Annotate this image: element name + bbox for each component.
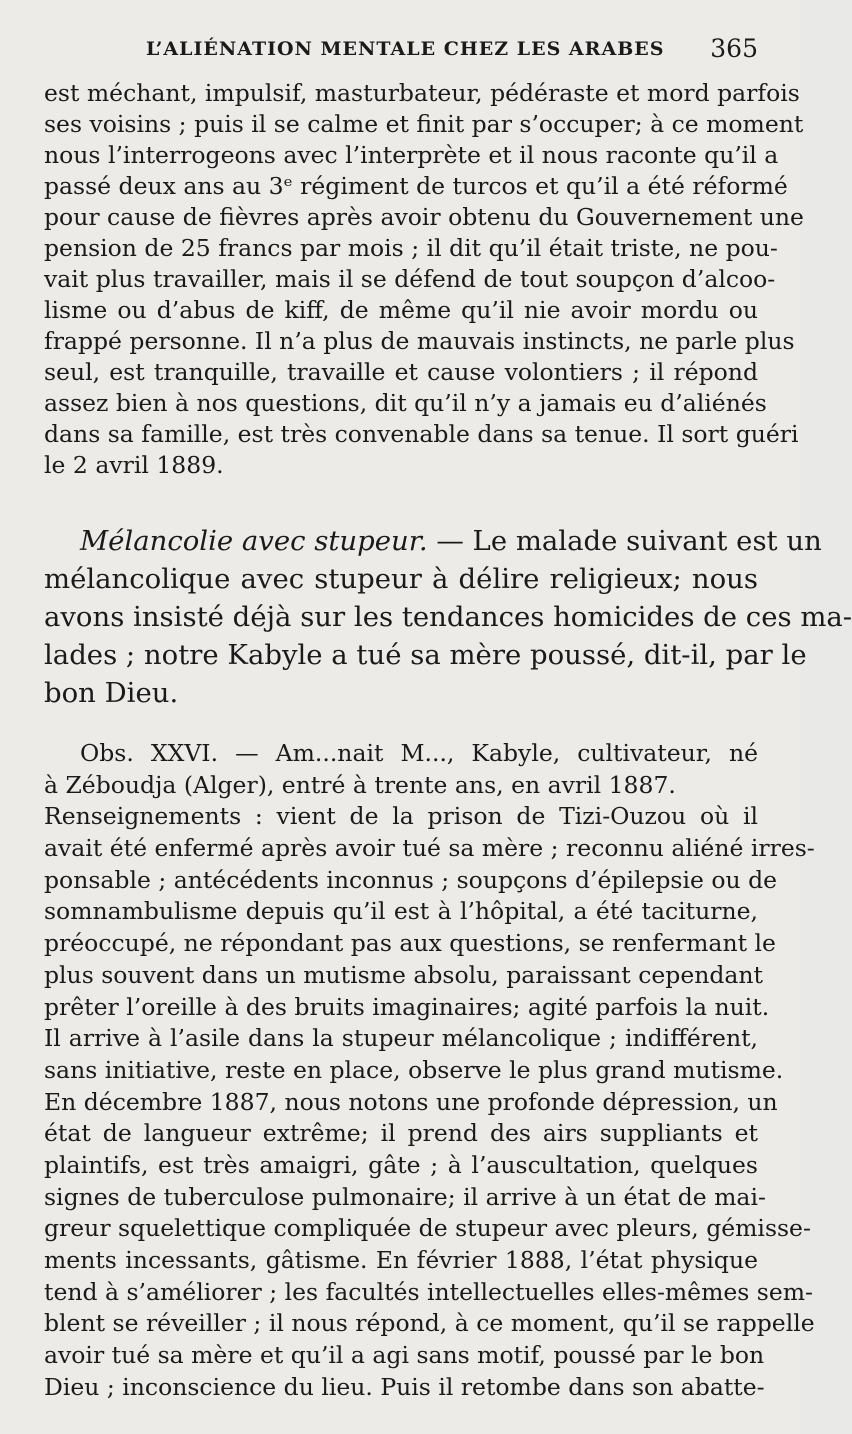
text-line: plaintifs, est très amaigri, gâte ; à l’auscultation, quelques — [44, 1150, 758, 1179]
text-line: à Zéboudja (Alger), entré à trente ans, en avril 1887. — [44, 770, 676, 799]
text-line: pension de 25 francs par mois ; il dit qu’il était triste, ne pou- — [44, 234, 778, 262]
text-line: dans sa famille, est très convenable dans sa tenue. Il sort guéri — [44, 420, 799, 448]
text-line: blent se réveiller ; il nous répond, à ce moment, qu’il se rappelle — [44, 1309, 815, 1338]
text-line: Renseignements : vient de la prison de Tizi-Ouzou où il — [44, 802, 758, 831]
text-line: ments incessants, gâtisme. En février 1888, l’état physique — [44, 1246, 758, 1274]
running-head — [146, 36, 758, 72]
text-line: Dieu ; inconscience du lieu. Puis il retombe dans son abatte- — [44, 1372, 765, 1401]
text-line: préoccupé, ne répondant pas aux questions, se renfermant le — [44, 929, 776, 958]
text-line: frappé personne. Il n’a plus de mauvais instincts, ne parle plus — [44, 327, 795, 355]
text-line: prêter l’oreille à des bruits imaginaires; agité parfois la nuit. — [44, 992, 770, 1021]
observation-title-line: Obs. XXVI. — Am...nait M..., Kabyle, cultivateur, né — [80, 739, 758, 767]
text-line: le 2 avril 1889. — [44, 451, 224, 479]
text-line: somnambulisme depuis qu’il est à l’hôpital, a été taciturne, — [44, 897, 758, 926]
text-line: Il arrive à l’asile dans la stupeur mélancolique ; indifférent, — [44, 1024, 758, 1053]
text-line: mélancolique avec stupeur à délire religieux; nous — [44, 563, 758, 595]
text-line: vait plus travailler, mais il se défend de tout soupçon d’alcoo- — [44, 265, 776, 293]
text-line: En décembre 1887, nous notons une profonde dépression, un — [44, 1087, 778, 1116]
text-line: seul, est tranquille, travaille et cause volontiers ; il répond — [44, 358, 758, 386]
text-line: ses voisins ; puis il se calme et finit par s’occuper; à ce moment — [44, 110, 804, 138]
text-line: pour cause de fièvres après avoir obtenu du Gouvernement une — [44, 203, 804, 231]
text-line: lisme ou d’abus de kiff, de même qu’il nie avoir mordu ou — [44, 296, 758, 324]
text-line: lades ; notre Kabyle a tué sa mère poussé, dit-il, par le — [44, 639, 807, 671]
text-line: tend à s’améliorer ; les facultés intellectuelles elles-mêmes sem- — [44, 1277, 813, 1306]
text-line: greur squelettique compliquée de stupeur avec pleurs, gémisse- — [44, 1214, 811, 1243]
section-melancolie — [44, 522, 852, 712]
text-line: ponsable ; antécédents inconnus ; soupçons d’épilepsie ou de — [44, 865, 778, 894]
text-line: est méchant, impulsif, masturbateur, pédéraste et mord parfois — [44, 79, 800, 107]
text-line: passé deux ans au 3ᵉ régiment de turcos et qu’il a été réformé — [44, 172, 788, 200]
text-line: signes de tuberculose pulmonaire; il arrive à un état de mai- — [44, 1182, 766, 1211]
text-line: avons insisté déjà sur les tendances homicides de ces ma- — [44, 601, 852, 633]
text-line: bon Dieu. — [44, 677, 179, 709]
text-line: état de langueur extrême; il prend des airs suppliants et — [44, 1119, 758, 1148]
text-line: plus souvent dans un mutisme absolu, paraissant cependant — [44, 960, 763, 989]
section-first-line — [44, 522, 822, 560]
running-title: L’ALIÉNATION MENTALE CHEZ LES ARABES — [146, 38, 665, 60]
text-line: assez bien à nos questions, dit qu’il n’y a jamais eu d’aliénés — [44, 389, 767, 417]
text-line: avait été enfermé après avoir tué sa mère ; reconnu aliéné irres- — [44, 834, 815, 863]
paragraph-continued-case — [44, 78, 804, 481]
section-intro: — Le malade suivant est un — [427, 525, 822, 557]
text-line: sans initiative, reste en place, observe le plus grand mutisme. — [44, 1055, 784, 1084]
text-line: avoir tué sa mère et qu’il a agi sans motif, poussé par le bon — [44, 1341, 765, 1370]
text-line: nous l’interrogeons avec l’interprète et il nous raconte qu’il a — [44, 141, 779, 169]
observation-xxvi — [44, 738, 815, 1403]
page-number: 365 — [710, 34, 758, 63]
section-heading: Mélancolie avec stupeur. — [80, 525, 428, 557]
